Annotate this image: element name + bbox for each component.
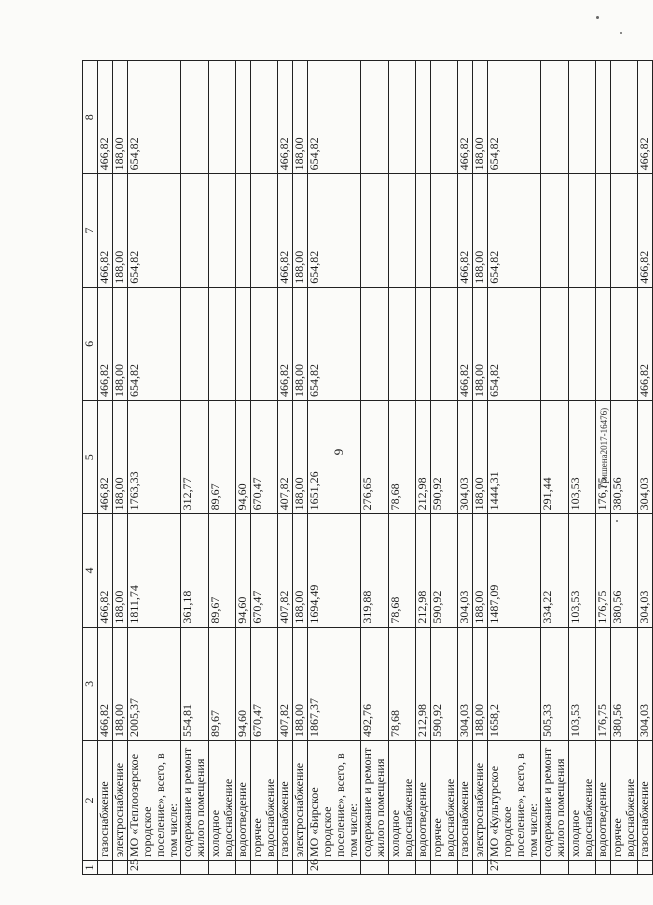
- table-row: [458, 61, 473, 875]
- row-number-cell: [209, 861, 236, 875]
- value-cell: 103,53: [569, 514, 596, 627]
- value-cell: 466,82: [458, 287, 473, 400]
- value-cell: 554,81: [181, 627, 209, 740]
- row-number-cell: [98, 861, 113, 875]
- row-number-cell: [181, 861, 209, 875]
- value-cell: 78,68: [389, 514, 416, 627]
- row-name-cell: МО «Бирское городское поселение», всего, в том числе:: [308, 741, 361, 861]
- value-cell: 380,56: [611, 627, 638, 740]
- value-cell: 654,82: [128, 287, 181, 400]
- table-row: [236, 61, 251, 875]
- value-cell: 2005,37: [128, 627, 181, 740]
- header-cell: 3: [83, 627, 98, 740]
- row-number-cell: [458, 861, 473, 875]
- row-number-cell: [416, 861, 431, 875]
- value-cell: 466,82: [98, 61, 113, 174]
- value-cell: [236, 61, 251, 174]
- table-row: [488, 61, 541, 875]
- value-cell: 304,03: [638, 401, 653, 514]
- value-cell: 407,82: [278, 514, 293, 627]
- value-cell: [431, 287, 458, 400]
- value-cell: 304,03: [638, 627, 653, 740]
- row-number-cell: [278, 861, 293, 875]
- value-cell: 670,47: [251, 401, 278, 514]
- value-cell: [416, 287, 431, 400]
- value-cell: 466,82: [98, 514, 113, 627]
- value-cell: 188,00: [113, 627, 128, 740]
- value-cell: 590,92: [431, 401, 458, 514]
- value-cell: 188,00: [293, 401, 308, 514]
- row-number-cell: [611, 861, 638, 875]
- header-cell: 7: [83, 174, 98, 287]
- value-cell: [389, 174, 416, 287]
- value-cell: [569, 287, 596, 400]
- value-cell: [431, 174, 458, 287]
- value-cell: 654,82: [488, 287, 541, 400]
- header-cell: 1: [83, 861, 98, 875]
- row-number-cell: 27: [488, 861, 541, 875]
- row-name-cell: МО «Культурское городское поселение», всего, в том числе:: [488, 741, 541, 861]
- value-cell: [611, 174, 638, 287]
- value-cell: [611, 61, 638, 174]
- table-row: [596, 61, 611, 875]
- value-cell: 312,77: [181, 401, 209, 514]
- header-row: [83, 61, 98, 875]
- value-cell: 304,03: [458, 514, 473, 627]
- value-cell: 188,00: [473, 401, 488, 514]
- value-cell: [596, 61, 611, 174]
- value-cell: [209, 287, 236, 400]
- row-number-cell: [251, 861, 278, 875]
- value-cell: 176,75: [596, 627, 611, 740]
- value-cell: 212,98: [416, 627, 431, 740]
- value-cell: [416, 174, 431, 287]
- header-cell: 4: [83, 514, 98, 627]
- row-name-cell: водоотведение: [416, 741, 431, 861]
- value-cell: [181, 174, 209, 287]
- table-row: [98, 61, 113, 875]
- table-row: [541, 61, 569, 875]
- value-cell: 407,82: [278, 401, 293, 514]
- value-cell: 188,00: [293, 514, 308, 627]
- row-number-cell: [596, 861, 611, 875]
- value-cell: 380,56: [611, 514, 638, 627]
- value-cell: 654,82: [308, 61, 361, 174]
- value-cell: [389, 61, 416, 174]
- value-cell: 188,00: [113, 287, 128, 400]
- page-number: 9: [331, 448, 346, 456]
- row-name-cell: газоснабжение: [98, 741, 113, 861]
- value-cell: 94,60: [236, 514, 251, 627]
- value-cell: 304,03: [458, 627, 473, 740]
- value-cell: 466,82: [98, 627, 113, 740]
- value-cell: 654,82: [128, 174, 181, 287]
- value-cell: 407,82: [278, 627, 293, 740]
- scan-speck: [596, 16, 599, 19]
- table-row: [638, 61, 653, 875]
- row-number-cell: [431, 861, 458, 875]
- value-cell: 670,47: [251, 627, 278, 740]
- value-cell: 94,60: [236, 401, 251, 514]
- value-cell: [251, 61, 278, 174]
- table-row: [431, 61, 458, 875]
- row-name-cell: холодное водоснабжение: [389, 741, 416, 861]
- row-name-cell: электроснабжение: [473, 741, 488, 861]
- value-cell: 654,82: [308, 174, 361, 287]
- value-cell: 188,00: [293, 627, 308, 740]
- value-cell: 291,44: [541, 401, 569, 514]
- row-number-cell: [638, 861, 653, 875]
- value-cell: 466,82: [638, 174, 653, 287]
- value-cell: [569, 61, 596, 174]
- value-cell: 466,82: [98, 287, 113, 400]
- value-cell: [389, 287, 416, 400]
- value-cell: 361,18: [181, 514, 209, 627]
- value-cell: 188,00: [473, 174, 488, 287]
- table-row: [278, 61, 293, 875]
- scan-speck: [620, 32, 622, 34]
- table-row: [389, 61, 416, 875]
- value-cell: 89,67: [209, 514, 236, 627]
- value-cell: 466,82: [98, 401, 113, 514]
- value-cell: 188,00: [473, 61, 488, 174]
- value-cell: 654,82: [128, 61, 181, 174]
- value-cell: 188,00: [113, 401, 128, 514]
- row-name-cell: газоснабжение: [638, 741, 653, 861]
- table-row: [361, 61, 389, 875]
- value-cell: 89,67: [209, 627, 236, 740]
- header-cell: 8: [83, 61, 98, 174]
- value-cell: 654,82: [488, 174, 541, 287]
- value-cell: 466,82: [278, 61, 293, 174]
- row-name-cell: газоснабжение: [458, 741, 473, 861]
- value-cell: 466,82: [458, 61, 473, 174]
- row-number-cell: [389, 861, 416, 875]
- value-cell: 188,00: [473, 627, 488, 740]
- value-cell: 380,56: [611, 401, 638, 514]
- header-cell: 6: [83, 287, 98, 400]
- value-cell: 94,60: [236, 627, 251, 740]
- value-cell: 466,82: [638, 61, 653, 174]
- side-stamp: Гришена2017-16476): [599, 407, 609, 489]
- value-cell: 188,00: [293, 287, 308, 400]
- row-number-cell: [361, 861, 389, 875]
- tariff-table: [82, 60, 653, 875]
- value-cell: 212,98: [416, 401, 431, 514]
- value-cell: 78,68: [389, 627, 416, 740]
- row-name-cell: холодное водоснабжение: [569, 741, 596, 861]
- value-cell: 505,33: [541, 627, 569, 740]
- value-cell: 654,82: [308, 287, 361, 400]
- row-name-cell: электроснабжение: [113, 741, 128, 861]
- table-row: [611, 61, 638, 875]
- table-row: [293, 61, 308, 875]
- value-cell: 188,00: [473, 287, 488, 400]
- row-name-cell: водоотведение: [596, 741, 611, 861]
- row-number-cell: 26: [308, 861, 361, 875]
- row-name-cell: горячее водоснабжение: [611, 741, 638, 861]
- row-name-cell: содержание и ремонт жилого помещения: [181, 741, 209, 861]
- table-row: [209, 61, 236, 875]
- header-cell: 2: [83, 741, 98, 861]
- row-name-cell: МО «Теплоозерское городское поселение», всего, в том числе:: [128, 741, 181, 861]
- value-cell: 466,82: [458, 174, 473, 287]
- row-name-cell: электроснабжение: [293, 741, 308, 861]
- value-cell: 466,82: [98, 174, 113, 287]
- value-cell: [611, 287, 638, 400]
- value-cell: 1763,33: [128, 401, 181, 514]
- value-cell: [596, 174, 611, 287]
- value-cell: [541, 174, 569, 287]
- value-cell: 188,00: [113, 61, 128, 174]
- value-cell: 188,00: [293, 61, 308, 174]
- value-cell: 1658,2: [488, 627, 541, 740]
- value-cell: [236, 174, 251, 287]
- value-cell: 466,82: [278, 174, 293, 287]
- value-cell: [541, 61, 569, 174]
- value-cell: 466,82: [278, 287, 293, 400]
- header-cell: 5: [83, 401, 98, 514]
- value-cell: 319,88: [361, 514, 389, 627]
- table-row: [181, 61, 209, 875]
- value-cell: [236, 287, 251, 400]
- value-cell: 1811,74: [128, 514, 181, 627]
- value-cell: 188,00: [113, 174, 128, 287]
- value-cell: 103,53: [569, 401, 596, 514]
- table-row: [473, 61, 488, 875]
- value-cell: 188,00: [293, 174, 308, 287]
- value-cell: 276,65: [361, 401, 389, 514]
- value-cell: 304,03: [638, 514, 653, 627]
- value-cell: 1487,09: [488, 514, 541, 627]
- row-number-cell: 25: [128, 861, 181, 875]
- row-name-cell: горячее водоснабжение: [431, 741, 458, 861]
- row-number-cell: [541, 861, 569, 875]
- value-cell: 212,98: [416, 514, 431, 627]
- value-cell: 492,76: [361, 627, 389, 740]
- value-cell: 1651,26: [308, 401, 361, 514]
- value-cell: 670,47: [251, 514, 278, 627]
- value-cell: 654,82: [488, 61, 541, 174]
- value-cell: 188,00: [113, 514, 128, 627]
- value-cell: [209, 61, 236, 174]
- row-name-cell: газоснабжение: [278, 741, 293, 861]
- value-cell: 466,82: [638, 287, 653, 400]
- row-name-cell: содержание и ремонт жилого помещения: [361, 741, 389, 861]
- table-row: [251, 61, 278, 875]
- value-cell: [569, 174, 596, 287]
- value-cell: 1444,31: [488, 401, 541, 514]
- table-row: [416, 61, 431, 875]
- value-cell: 590,92: [431, 627, 458, 740]
- row-number-cell: [113, 861, 128, 875]
- row-number-cell: [293, 861, 308, 875]
- value-cell: [181, 287, 209, 400]
- value-cell: [361, 174, 389, 287]
- row-number-cell: [473, 861, 488, 875]
- value-cell: [361, 61, 389, 174]
- row-name-cell: горячее водоснабжение: [251, 741, 278, 861]
- value-cell: 176,75: [596, 401, 611, 514]
- value-cell: 590,92: [431, 514, 458, 627]
- row-name-cell: холодное водоснабжение: [209, 741, 236, 861]
- value-cell: [251, 287, 278, 400]
- value-cell: 334,22: [541, 514, 569, 627]
- row-number-cell: [569, 861, 596, 875]
- row-name-cell: водоотведение: [236, 741, 251, 861]
- value-cell: [431, 61, 458, 174]
- value-cell: 103,53: [569, 627, 596, 740]
- value-cell: 1867,37: [308, 627, 361, 740]
- row-number-cell: [236, 861, 251, 875]
- value-cell: [251, 174, 278, 287]
- value-cell: [361, 287, 389, 400]
- value-cell: [181, 61, 209, 174]
- value-cell: 1694,49: [308, 514, 361, 627]
- value-cell: 188,00: [473, 514, 488, 627]
- value-cell: 176,75: [596, 514, 611, 627]
- value-cell: 89,67: [209, 401, 236, 514]
- value-cell: [416, 61, 431, 174]
- table-row: [113, 61, 128, 875]
- table-row: [128, 61, 181, 875]
- value-cell: [596, 287, 611, 400]
- row-name-cell: содержание и ремонт жилого помещения: [541, 741, 569, 861]
- value-cell: 78,68: [389, 401, 416, 514]
- table-row: [308, 61, 361, 875]
- value-cell: [209, 174, 236, 287]
- value-cell: [541, 287, 569, 400]
- value-cell: 304,03: [458, 401, 473, 514]
- table-row: [569, 61, 596, 875]
